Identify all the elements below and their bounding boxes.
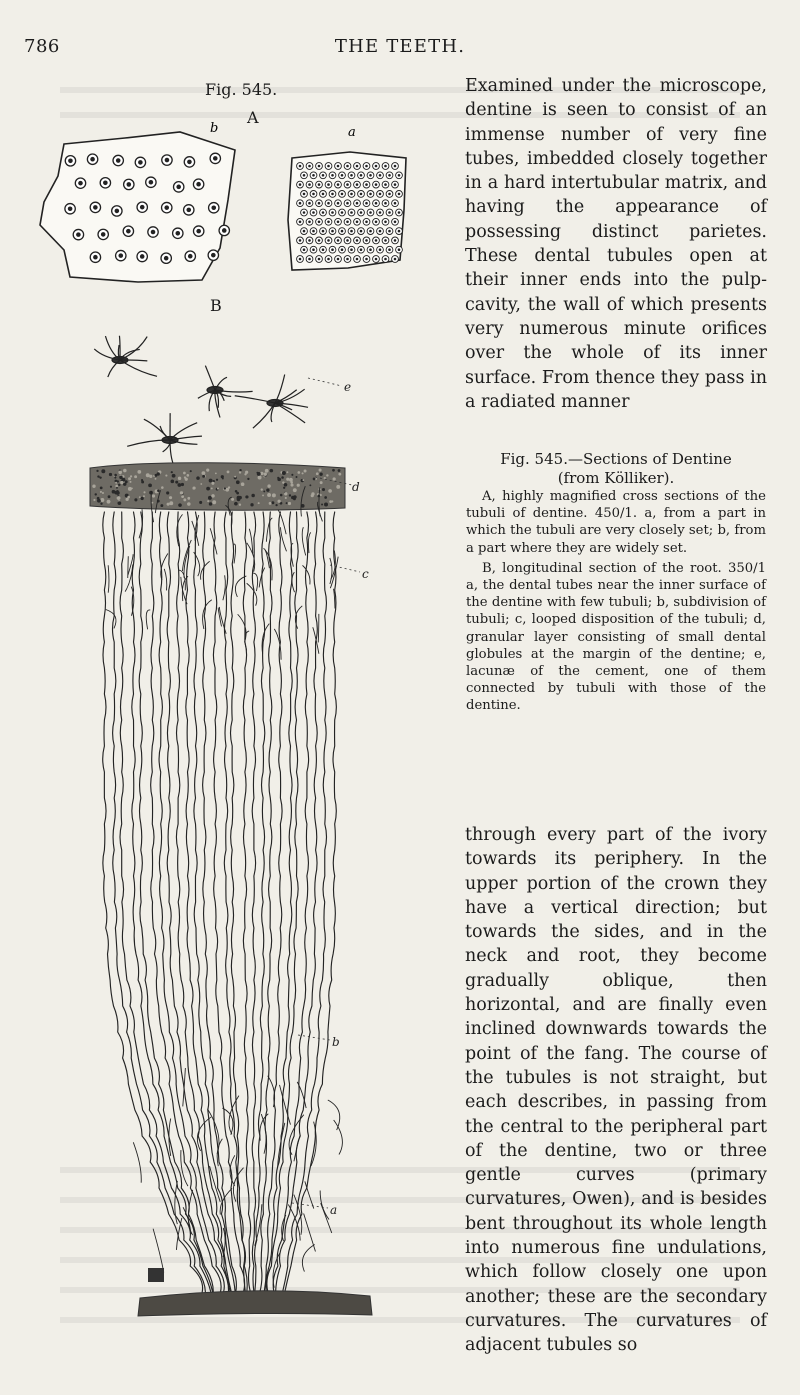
side-letter-e: e bbox=[344, 380, 352, 394]
legend-title: Fig. 545.—Sections of Dentine bbox=[500, 450, 732, 468]
side-letter-a: a bbox=[330, 1203, 338, 1217]
side-letter-d: d bbox=[352, 480, 360, 494]
side-letter-b: b bbox=[332, 1035, 340, 1049]
running-head: THE TEETH. bbox=[334, 36, 466, 57]
figure-legend bbox=[466, 450, 766, 715]
longitudinal-section bbox=[90, 336, 372, 1316]
paragraph-top: Examined under the microscope, dentine is seen to consist of an immense number of very fine tubes, imbedded closely together in a hard intertubular matrix, and having the appearance of possessing distinct parietes. These dental tubules open at their inner ends into the pulp-cavity, the wall of which presents very numerous minute orifices over the whole of its inner surface. From thence they pass in a radiated manner bbox=[465, 76, 767, 412]
legend-paragraph-a: A, highly magnified cross sections of the tubuli of dentine. 450/1. a, from a part in which the tubuli are very closely set; b, from a part where they are widely set. bbox=[466, 489, 766, 556]
side-letter-c: c bbox=[362, 567, 369, 581]
inset-letter-a: a bbox=[348, 125, 356, 140]
figure-number: Fig. 545. bbox=[205, 80, 278, 99]
paragraph-bottom: through every part of the ivory towards its periphery. In the upper portion of the crown they have a vertical direction; but towards the sides, and in the neck and root, they become gradually oblique, then horizontal, and are finally even inclined downwards towards the point of the fang. The course of the tubules is not straight, but each describes, in passing from the central to the peripheral part of the dentine, two or three gentle curves (primary curvatures, Owen), and is besides bent throughout its whole length into numerous fine undulations, which follow closely one upon another; these are the secondary curvatures. The curvatures of adjacent tubules so bbox=[465, 825, 767, 1356]
figure-part-a-label: A bbox=[247, 108, 259, 127]
body-text-bottom bbox=[465, 823, 767, 1358]
figure-part-b-label: B bbox=[210, 296, 222, 315]
page-number: 786 bbox=[24, 36, 60, 57]
legend-paragraph-b: B, longitudinal section of the root. 350/1 a, the dental tubes near the inner surface of the dentine with few tubuli; b, subdivision of tubuli; c, looped disposition of the tubuli; d, granular layer consisting of small dental globules at the margin of the dentine; e, lacunæ of the cement, one of them connected by tubuli with those of the dentine. bbox=[466, 560, 766, 714]
page-header bbox=[24, 36, 776, 60]
dentine-illustration bbox=[30, 120, 430, 1350]
cross-section-b-widely-set bbox=[40, 121, 235, 282]
body-text-top bbox=[465, 74, 767, 414]
cross-section-a-closely-set bbox=[288, 125, 406, 270]
legend-subtitle: (from Kölliker). bbox=[557, 469, 675, 487]
inset-letter-b: b bbox=[210, 121, 219, 136]
